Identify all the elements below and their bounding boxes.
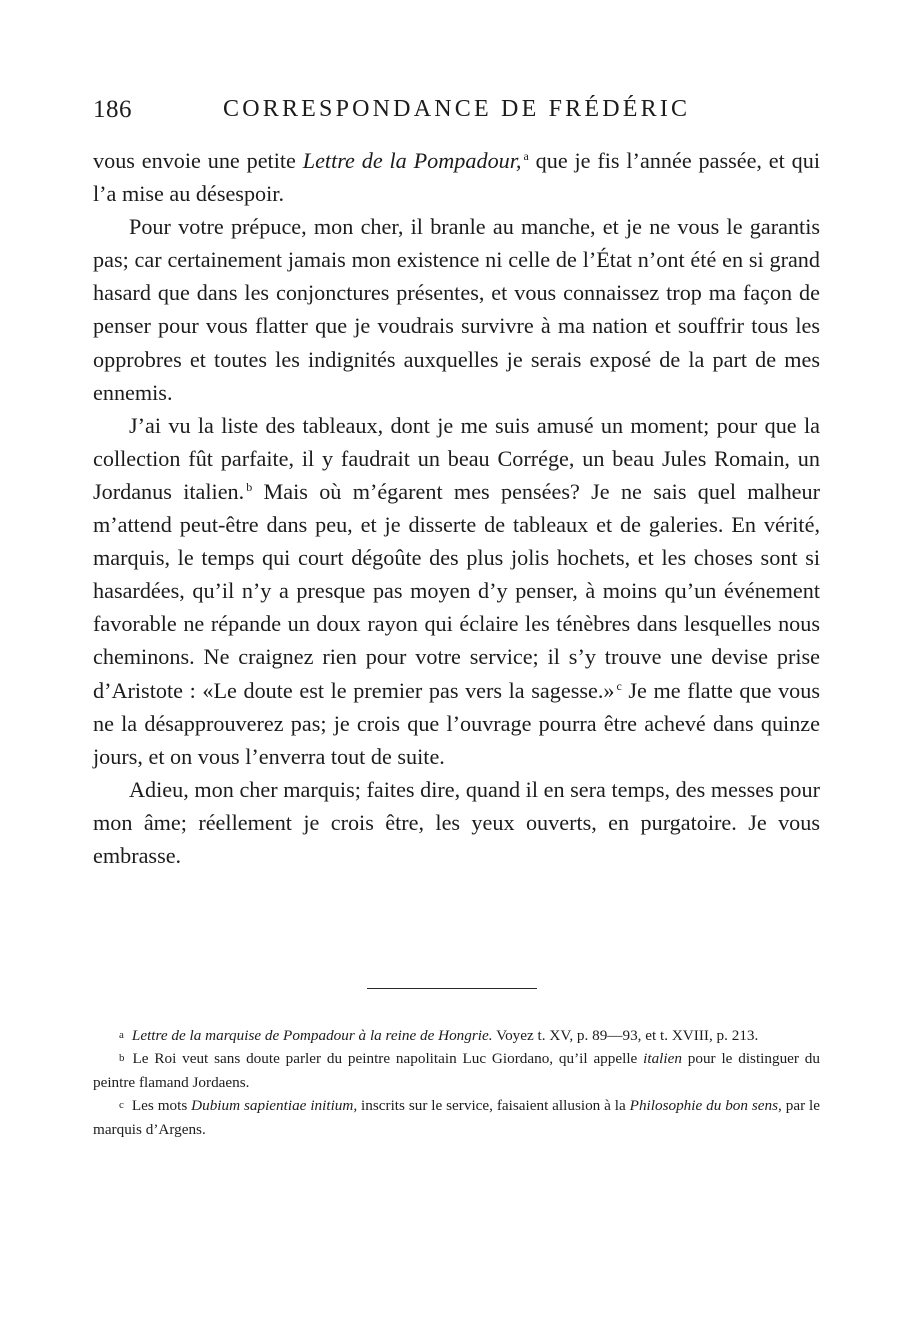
footnote-text: inscrits sur le service, faisaient allusion à la (357, 1097, 630, 1115)
footnotes (93, 1024, 820, 1141)
italic-title: Lettre de la Pompadour, (302, 148, 522, 173)
footnote-text: Le Roi veut sans doute parler du peintre napolitain Luc Giordano, qu’il appelle (132, 1050, 644, 1068)
text-segment: J’ai vu la liste des tableaux, dont je me suis amusé un moment; pour que la collection fût parfaite, il y faudrait un beau Corrége, un beau Jules Romain, un Jordanus italien. (93, 412, 820, 504)
footnote-ref-b: b (246, 479, 253, 494)
footnote-ref-c: c (616, 678, 622, 693)
footnote-text: pour le distinguer du peintre flamand Jordaens. (93, 1050, 820, 1091)
text-segment: Mais où m’égarent mes pensées? Je ne sais quel malheur m’attend peut-être dans peu, et je disserte de tableaux et de galeries. En vérité, marquis, le temps qui court dégoûte des plus jolis hochets, et les choses sont si hasardées, qu’il n’y a presque pas moyen d’y penser, à moins qu’un événement favorable ne répande un doux rayon qui éclaire les ténèbres dans lesquelles nous cheminons. Ne craignez rien pour votre service; il s’y trouve une devise prise d’Aristote : «Le doute est le premier pas vers la sagesse.» (93, 478, 820, 703)
text-segment: que je fis l’année passée, et qui l’a mise au désespoir. (93, 148, 821, 207)
paragraph: Adieu, mon cher marquis; faites dire, quand il en sera temps, des messes pour mon âme; réellement je crois être, les yeux ouverts, en purgatoire. Je vous embrasse. (93, 776, 820, 868)
footnote-text: Voyez t. XV, p. 89—93, et t. XVIII, p. 213. (492, 1027, 759, 1044)
footnote-separator (367, 988, 537, 989)
running-head (93, 96, 820, 130)
footnote-text: par le marquis d’Argens. (93, 1097, 820, 1138)
footnote-italic: Lettre de la marquise de Pompadour à la reine de Hongrie. (131, 1027, 493, 1044)
paragraph-continuation (93, 144, 820, 210)
footnote-italic: italien (643, 1050, 682, 1068)
footnote-mark: c (119, 1099, 124, 1112)
footnote-mark: a (119, 1029, 124, 1041)
footnote-ref-a: a (523, 149, 529, 163)
footnote-italic: Dubium sapientiae initium, (191, 1097, 358, 1115)
footnote-b (93, 1047, 820, 1094)
footnote-mark: b (119, 1052, 125, 1065)
footnote-a (93, 1024, 820, 1047)
letter-body (93, 144, 820, 872)
running-title: CORRESPONDANCE DE FRÉDÉRIC (223, 96, 691, 122)
page-number: 186 (93, 96, 132, 123)
footnote-text: Les mots (131, 1097, 192, 1115)
footnote-italic: Philosophie du bon sens, (629, 1097, 782, 1115)
text-segment: vous envoie une petite (93, 148, 303, 173)
text-segment: Je me flatte que vous ne la désapprouverez pas; je crois que l’ouvrage pourra être achevé dans quinze jours, et on vous l’enverra tout de suite. (93, 677, 820, 769)
paragraph: Pour votre prépuce, mon cher, il branle au manche, et je ne vous le garantis pas; car certainement jamais mon existence ni celle de l’État n’ont été en si grand hasard que dans les conjonctures présentes, et vous connaissez trop ma façon de penser pour vous flatter que je voudrais survivre à ma nation et souffrir tous les opprobres et toutes les indignités auxquelles je serais exposé de la part de mes ennemis. (93, 214, 820, 405)
footnote-c (93, 1094, 820, 1141)
paragraph (93, 409, 820, 773)
